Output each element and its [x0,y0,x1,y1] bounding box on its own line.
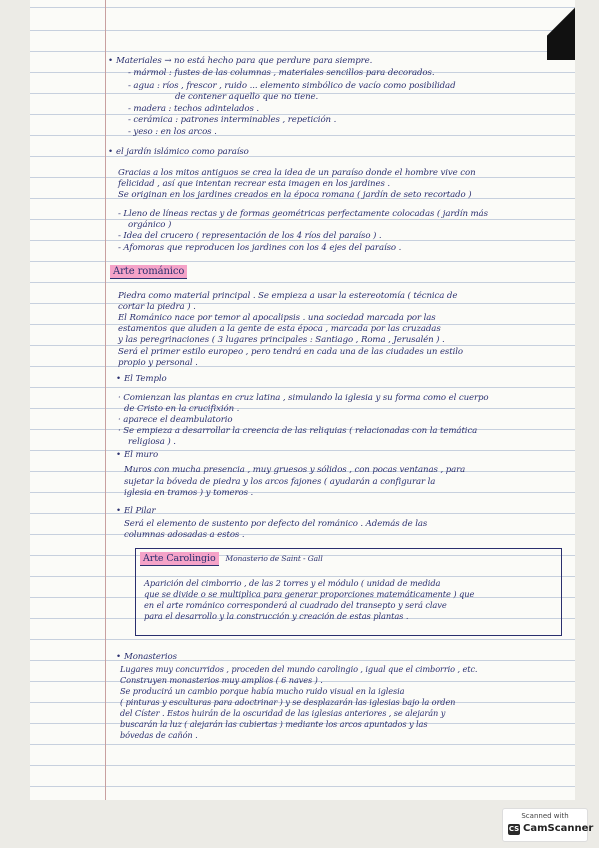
jardin-item: - Afomoras que reproducen los jardines con los 4 ejes del paraíso . [118,243,402,253]
muro-title: • El muro [124,449,158,461]
carolingio-text: que se divide o se multiplica para generar proporciones matemáticamente ) que [144,589,475,599]
monasterios-text: bóvedas de cañón . [120,730,198,740]
arte-carolingio-heading [140,553,323,565]
carolingio-text: Aparición del cimborrio , de las 2 torres y el módulo ( unidad de medida [144,578,441,588]
romanico-text: Piedra como material principal . Se empieza a usar la estereotomía ( técnica de [118,291,458,301]
carolingio-subtitle: Monasterio de Saint - Gall [225,554,323,563]
scanned-with-label: Scanned with [521,812,569,820]
monasterios-text: buscarán la luz ( alejarán las cubiertas ) mediante los arcos apuntados y las [120,719,428,729]
romanico-text: propio y personal . [118,358,198,368]
romanico-text: Será el primer estilo europeo , pero tendrá en cada una de las ciudades un estilo [118,347,463,357]
romanico-text: y las peregrinaciones ( 3 lugares principales : Santiago , Roma , Jerusalén ) . [118,335,445,345]
templo-title: • El Templo [124,373,167,385]
romanico-text: cortar la piedra ) . [118,302,196,312]
jardin-item: - Lleno de líneas rectas y de formas geométricas perfectamente colocadas ( jardín más [118,209,488,219]
monasterios-text: Construyen monasterios muy amplios ( 6 naves ) . [120,675,323,685]
jardin-title: • el jardín islámico como paraíso [116,146,249,158]
monasterios-text: ( pinturas y esculturas para adoctrinar ) y se desplazarán las iglesias bajo la orden [120,697,456,707]
camscanner-label: CamScanner [523,823,594,834]
jardin-item: - Idea del crucero ( representación de los 4 ríos del paraíso ) . [118,231,382,241]
templo-text: · aparece el deambulatorio [118,415,233,425]
monasterios-text: Se producirá un cambio porque había mucho ruido visual en la iglesia [120,686,405,696]
templo-text: · Comienzan las plantas en cruz latina , simulando la iglesia y su forma como el cuerpo [118,393,489,403]
monasterios-text: del Císter . Estos huirán de la oscuridad de las iglesias anteriores , se alejarán y [120,708,446,718]
margin-line [105,0,106,800]
muro-text: Muros con mucha presencia , muy gruesos y sólidos , con pocas ventanas , para [124,465,466,475]
materiales-title: • Materiales → no está hecho para que perdure para siempre. [116,55,372,67]
templo-text: de Cristo en la crucifixión . [124,404,240,414]
monasterios-title: • Monasterios [124,651,177,663]
pilar-title: • El Pilar [124,505,155,517]
camscanner-logo-icon: CS [508,825,520,833]
camscanner-badge [502,808,594,842]
jardin-text: Se originan en los jardines creados en la época romana ( jardín de seto recortado ) [118,190,472,200]
romanico-text: estamentos que aluden a la gente de esta época , marcada por las cruzadas [118,324,441,334]
materiales-item: - madera : techos adintelados . [128,104,260,114]
notebook-page [30,0,575,800]
muro-text: sujetar la bóveda de piedra y los arcos fajones ( ayudarán a configurar la [124,477,436,487]
materiales-item: de contener aquello que no tiene. [175,92,319,102]
muro-text: iglesia en tramos ) y tomeros . [124,488,254,498]
carolingio-text: para el desarrollo y la construcción y creación de estas plantas . [144,611,409,621]
jardin-item: orgánico ) [128,220,172,230]
templo-text: religiosa ) . [128,437,176,447]
materiales-item: - mármol : fustes de las columnas , materiales sencillos para decorados. [128,68,435,78]
arte-carolingio-label: Arte Carolingio [140,552,219,566]
pilar-text: columnas adosadas a estos . [124,530,245,540]
pilar-text: Será el elemento de sustento por defecto del románico . Además de las [124,519,428,529]
monasterios-text: Lugares muy concurridos , proceden del mundo carolingio , igual que el cimborrio , etc. [120,664,478,674]
arte-romanico-label: Arte románico [110,265,187,279]
materiales-item: - agua : ríos , frescor , ruido ... elemento simbólico de vacío como posibilidad [128,81,456,91]
romanico-text: El Románico nace por temor al apocalipsis . una sociedad marcada por las [118,313,436,323]
materiales-item: - cerámica : patrones interminables , repetición . [128,115,337,125]
jardin-text: Gracias a los mitos antiguos se crea la idea de un paraíso donde el hombre vive con [118,168,476,178]
materiales-item: - yeso : en los arcos . [128,127,217,137]
jardin-text: felicidad , así que intentan recrear esta imagen en los jardines . [118,179,391,189]
templo-text: · Se empieza a desarrollar la creencia de las reliquias ( relacionadas con la temática [118,426,478,436]
carolingio-text: en el arte románico corresponderá al cuadrado del transepto y será clave [144,600,447,610]
arte-romanico-heading [110,266,187,278]
